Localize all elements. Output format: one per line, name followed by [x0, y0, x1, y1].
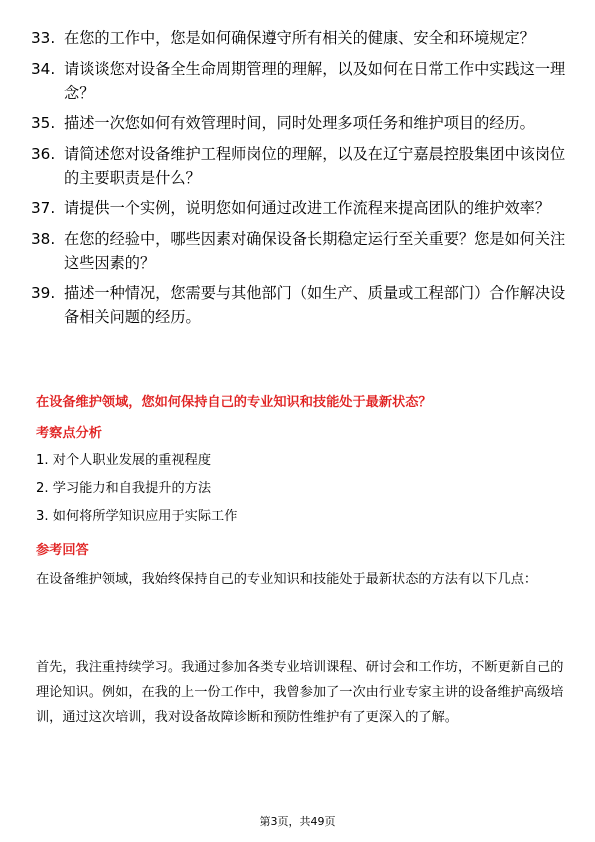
- question-number: 38.: [31, 229, 56, 248]
- analysis-title: 考察点分析: [36, 426, 102, 441]
- question-item: [31, 26, 571, 50]
- analysis-point: 2. 学习能力和自我提升的方法: [36, 481, 212, 496]
- answer-intro: 在设备维护领域，我始终保持自己的专业知识和技能处于最新状态的方法有以下几点：: [36, 572, 538, 587]
- answer-title: 参考回答: [36, 543, 89, 558]
- question-item: [31, 57, 571, 105]
- question-text: 请简述您对设备维护工程师岗位的理解，以及在辽宁嘉晨控股集团中该岗位的主要职责是什么？: [64, 144, 566, 187]
- analysis-point: 1. 对个人职业发展的重视程度: [36, 453, 212, 468]
- question-number: 37.: [31, 199, 56, 217]
- question-number: 34.: [31, 59, 56, 78]
- answer-paragraph: 首先，我注重持续学习。我通过参加各类专业培训课程、研讨会和工作坊，不断更新自己的理论知识。例如，在我的上一份工作中，我曾参加了一次由行业专家主讲的设备维护高级培训，通过这次培训，我对设备故障诊断和预防性维护有了更深入的了解。: [36, 660, 564, 725]
- question-text: 描述一种情况，您需要与其他部门（如生产、质量或工程部门）合作解决设备相关问题的经历。: [64, 284, 566, 326]
- question-number: 36.: [31, 144, 56, 163]
- question-text: 在您的工作中，您是如何确保遵守所有相关的健康、安全和环境规定？: [64, 29, 535, 47]
- question-text: 请提供一个实例，说明您如何通过改进工作流程来提高团队的维护效率？: [64, 199, 550, 217]
- question-text: 请谈谈您对设备全生命周期管理的理解，以及如何在日常工作中实践这一理念？: [64, 59, 566, 102]
- question-item: [31, 227, 571, 275]
- question-item: [31, 111, 571, 135]
- question-number: 39.: [31, 284, 56, 302]
- question-text: 在您的经验中，哪些因素对确保设备长期稳定运行至关重要？您是如何关注这些因素的？: [64, 229, 566, 272]
- question-item: [31, 281, 571, 329]
- question-text: 描述一次您如何有效管理时间，同时处理多项任务和维护项目的经历。: [64, 114, 535, 132]
- analysis-point: 3. 如何将所学知识应用于实际工作: [36, 509, 238, 524]
- question-item: [31, 196, 571, 220]
- question-list: [31, 26, 571, 336]
- question-number: 35.: [31, 114, 56, 132]
- question-item: [31, 142, 571, 190]
- highlight-question: 在设备维护领域，您如何保持自己的专业知识和技能处于最新状态？: [36, 395, 432, 410]
- question-number: 33.: [31, 29, 56, 47]
- page-footer: 第3页，共49页: [259, 815, 336, 828]
